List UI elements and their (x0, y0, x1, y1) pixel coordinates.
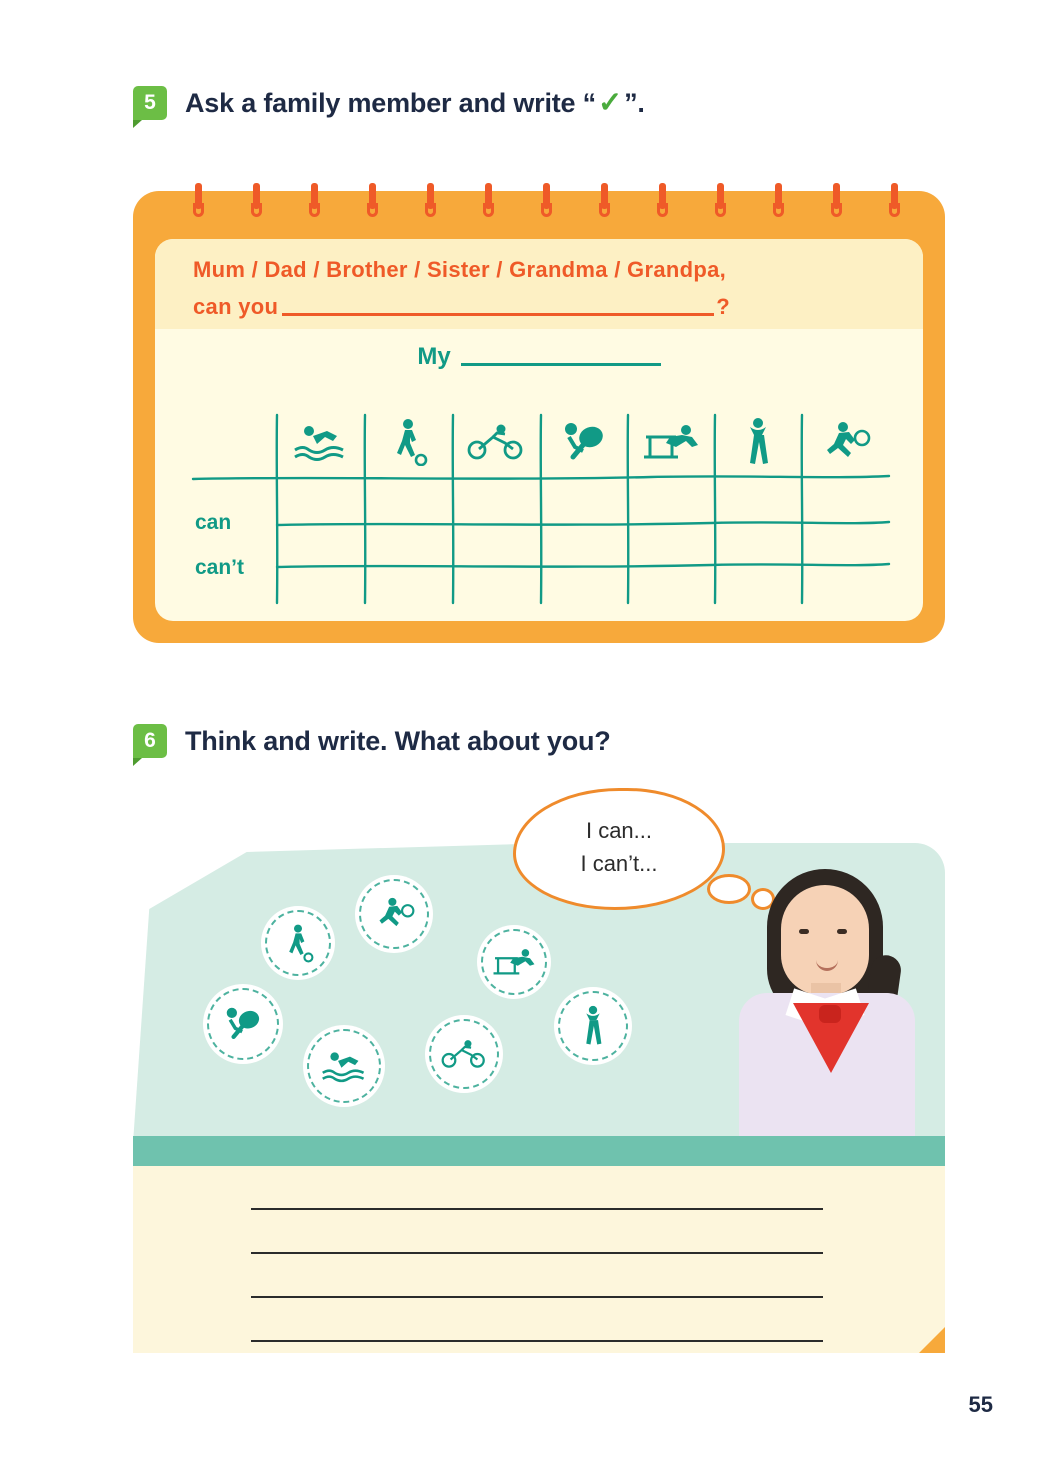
ring-icon (193, 183, 204, 227)
ring-icon (425, 183, 436, 227)
exercise-5-number: 5 (133, 86, 167, 120)
notepad-card (133, 191, 945, 643)
football-icon (369, 413, 447, 471)
diving-icon (719, 413, 797, 471)
exercise-5-heading (133, 85, 645, 120)
cycling-icon (457, 413, 535, 471)
my-blank[interactable] (461, 347, 661, 366)
ring-icon (657, 183, 668, 227)
exercise-6-title: Think and write. What about you? (185, 725, 611, 756)
writing-area (133, 1166, 945, 1353)
my-label: My (417, 343, 451, 370)
ring-icon (251, 183, 262, 227)
exercise-6-heading (133, 724, 611, 758)
exercise-6-number: 6 (133, 724, 167, 758)
question-prompt (193, 251, 893, 325)
table-tennis-icon (545, 413, 623, 471)
exercise-5-title-before: Ask a family member and write “ (185, 88, 596, 118)
bubble-football (261, 906, 335, 980)
scene-divider-band (133, 1136, 945, 1166)
spiral-rings (193, 183, 885, 229)
ring-icon (831, 183, 842, 227)
exercise-5-title (185, 85, 645, 120)
basketball-icon (806, 413, 884, 471)
ring-icon (483, 183, 494, 227)
notepad-sheet (155, 239, 923, 621)
ring-icon (599, 183, 610, 227)
writing-line[interactable] (251, 1340, 823, 1342)
row-label-can: can (195, 511, 232, 534)
page-corner-fold (919, 1327, 945, 1353)
thought-bubble-text (513, 814, 725, 880)
thought-line-1: I can... (585, 818, 653, 843)
ring-icon (889, 183, 900, 227)
thought-bubble (513, 788, 725, 910)
check-mark-icon: ✓ (597, 87, 623, 119)
bubble-cycling (425, 1015, 503, 1093)
bubble-hurdles (477, 925, 551, 999)
page-number: 55 (968, 1392, 993, 1417)
thought-line-2: I can’t... (580, 851, 658, 876)
prompt-line-2-end: ? (716, 294, 730, 319)
exercise-5-title-after: ”. (624, 88, 645, 118)
writing-line[interactable] (251, 1296, 823, 1298)
ring-icon (367, 183, 378, 227)
bubble-diving (554, 987, 632, 1065)
girl-student-photo (715, 851, 945, 1143)
row-label-cant: can’t (195, 556, 245, 579)
hurdles-icon (632, 413, 710, 471)
prompt-line-2 (193, 288, 893, 325)
bubble-swimming (303, 1025, 385, 1107)
answer-blank[interactable] (282, 295, 714, 316)
exercise-6-scene (133, 818, 945, 1353)
swimming-icon (281, 413, 359, 471)
bubble-table-tennis (203, 984, 283, 1064)
ring-icon (541, 183, 552, 227)
bubble-basketball (355, 875, 433, 953)
prompt-line-1: Mum / Dad / Brother / Sister / Grandma / Grandpa, (193, 257, 727, 282)
ring-icon (309, 183, 320, 227)
ring-icon (773, 183, 784, 227)
my-line (155, 343, 923, 371)
writing-line[interactable] (251, 1252, 823, 1254)
ring-icon (715, 183, 726, 227)
prompt-line-2-start: can you (193, 294, 279, 319)
writing-line[interactable] (251, 1208, 823, 1210)
can-cant-table (191, 407, 891, 605)
